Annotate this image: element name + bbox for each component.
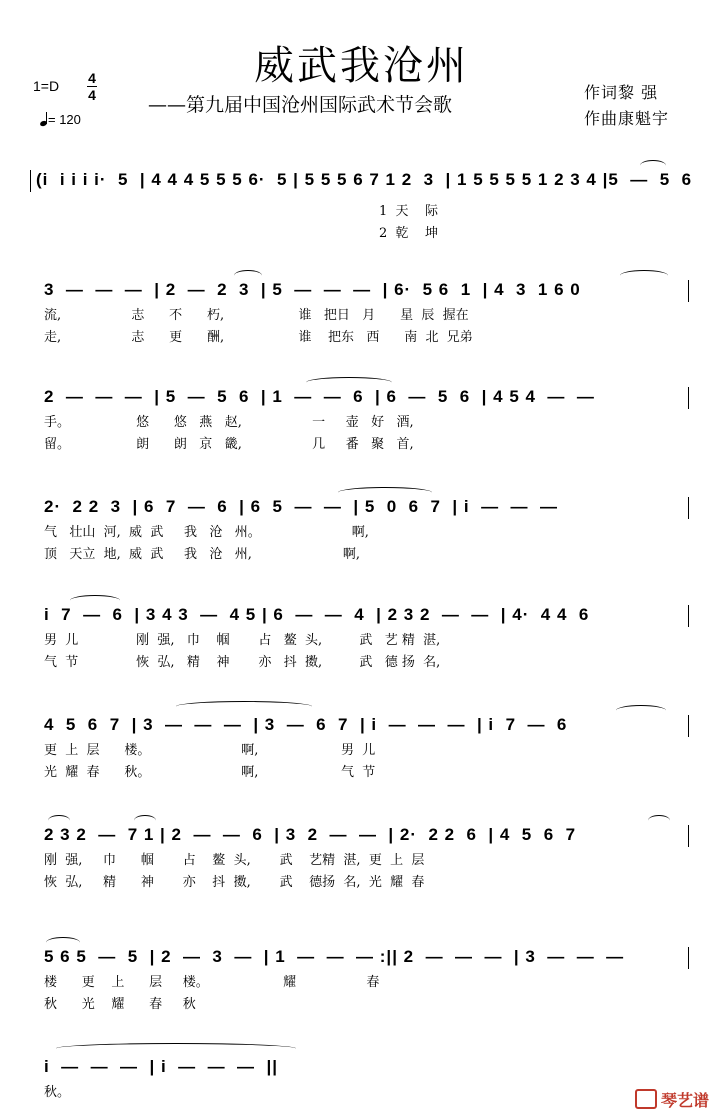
barline [688, 497, 689, 519]
lyrics-verse-2: 顶 天立 地, 威 武 我 沧 州, 啊, [44, 547, 360, 562]
slur-mark [338, 487, 432, 498]
slur-mark [134, 815, 156, 826]
slur-mark [620, 270, 668, 281]
lyrics-verse-2: 恢 弘, 精 神 亦 抖 擞, 武 德扬 名, 光 耀 春 [44, 875, 425, 890]
lyrics-verse-2: 留。 朗 朗 京 畿, 几 番 聚 首, [44, 437, 414, 452]
lyrics-verse-1: 秋。 [44, 1085, 71, 1100]
notation-line: 5 6 5 — 5 | 2 — 3 — | 1 — — — :|| 2 — — — | 3 — — — [44, 947, 625, 966]
tempo-value: = 120 [48, 112, 81, 127]
notation-line: 2· 2 2 3 | 6 7 — 6 | 6 5 — — | 5 0 6 7 | i — — — [44, 497, 558, 516]
lyrics-verse-2: 光 耀 春 秋。 啊, 气 节 [44, 765, 376, 780]
slur-mark [306, 377, 392, 388]
barline [688, 605, 689, 627]
notation-line: 4 5 6 7 | 3 — — — | 3 — 6 7 | i — — — | i 7 — 6 [44, 715, 568, 734]
logo-icon [635, 1089, 657, 1109]
time-signature [87, 71, 97, 102]
lyrics-verse-2: 走, 志 更 酬, 谁 把东 西 南 北 兄弟 [44, 330, 473, 345]
barline [688, 280, 689, 302]
notation-line: 3 — — — | 2 — 2 3 | 5 — — — | 6· 5 6 1 | 4 3 1 6 0 [44, 280, 581, 299]
time-signature-bottom: 4 [88, 87, 96, 103]
tempo-marking [40, 112, 81, 127]
lyrics-verse-1: 手。 悠 悠 燕 赵, 一 壶 好 酒, [44, 415, 414, 430]
slur-mark [56, 1043, 296, 1054]
notation-line: i 7 — 6 | 3 4 3 — 4 5 | 6 — — 4 | 2 3 2 — — | 4· 4 4 6 [44, 605, 590, 624]
lyrics-verse-2: 秋 光 耀 春 秋 [44, 997, 196, 1012]
slur-mark [648, 815, 670, 826]
barline [688, 947, 689, 969]
lyrics-verse-1: 楼 更 上 层 楼。 耀 春 [44, 975, 380, 990]
lyricist-credit: 作词黎 强 [584, 83, 659, 102]
notation-line: 2 3 2 — 7 1 | 2 — — 6 | 3 2 — — | 2· 2 2 6 | 4 5 6 7 [44, 825, 577, 844]
time-signature-top: 4 [88, 70, 96, 86]
lyrics-verse-1: 男 儿 刚 强, 巾 帼 占 鳌 头, 武 艺 精 湛, [44, 633, 441, 648]
key-signature: 1=D [33, 78, 60, 94]
slur-mark [640, 160, 666, 171]
watermark-text: 琴艺谱 [660, 1091, 709, 1110]
lyrics-verse-2: 气 节 恢 弘, 精 神 亦 抖 擞, 武 德 扬 名, [44, 655, 441, 670]
song-subtitle: ——第九届中国沧州国际武术节会歌 [148, 94, 453, 116]
notation-line: i — — — | i — — — || [44, 1057, 279, 1076]
barline [688, 387, 689, 409]
slur-mark [48, 815, 70, 826]
lyrics-verse-1: 气 壮山 河, 威 武 我 沧 州。 啊, [44, 525, 369, 540]
lyrics-verse-2: 2 乾 坤 [36, 226, 439, 241]
notation-line: 2 — — — | 5 — 5 6 | 1 — — 6 | 6 — 5 6 | 4 5 4 — — [44, 387, 595, 406]
barline [688, 715, 689, 737]
watermark-logo [635, 1088, 709, 1111]
lyrics-verse-1: 流, 志 不 朽, 谁 把日 月 星 辰 握在 [44, 308, 469, 323]
lyrics-verse-1: 刚 强, 巾 帼 占 鳌 头, 武 艺精 湛, 更 上 层 [44, 853, 425, 868]
barline [30, 170, 31, 192]
slur-mark [616, 705, 666, 716]
barline [688, 825, 689, 847]
lyrics-verse-1: 1 天 际 [36, 204, 439, 219]
slur-mark [176, 701, 312, 712]
quarter-note-icon [40, 112, 48, 126]
composer-credit: 作曲康魁宇 [584, 109, 670, 128]
lyrics-verse-1: 更 上 层 楼。 啊, 男 儿 [44, 743, 376, 758]
slur-mark [70, 595, 120, 606]
notation-line: (i i i i i· 5 | 4 4 4 5 5 5 6· 5 | 5 5 5 6 7 1 2 3 | 1 5 5 5 5 1 2 3 4 |5 — 5 6 [36, 170, 693, 189]
song-title: 威武我沧州 [254, 43, 469, 89]
slur-mark [234, 270, 262, 281]
slur-mark [46, 937, 80, 948]
